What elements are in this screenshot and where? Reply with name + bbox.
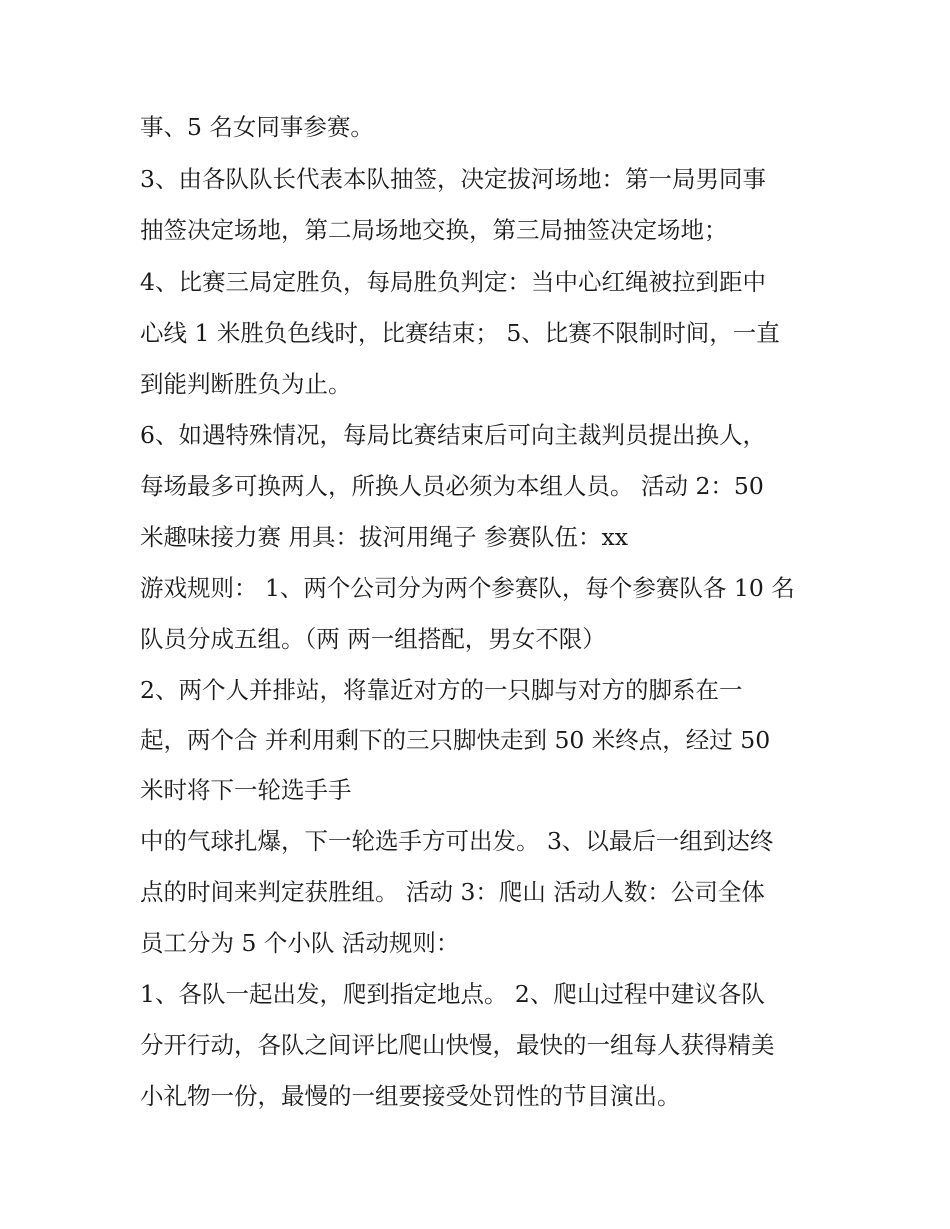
text-line: 抽签决定场地，第二局场地交换，第三局抽签决定场地；	[140, 216, 728, 244]
text-line: 心线 1 米胜负色线时，比赛结束； 5、比赛不限制时间，一直	[140, 319, 780, 347]
text-line: 米趣味接力赛 用具：拔河用绳子 参赛队伍：xx	[140, 523, 628, 551]
text-line: 中的气球扎爆，下一轮选手方可出发。 3、以最后一组到达终	[140, 827, 774, 855]
text-line: 3、由各队队长代表本队抽签，决定拔河场地：第一局男同事	[140, 165, 766, 193]
text-line: 4、比赛三局定胜负，每局胜负判定：当中心红绳被拉到距中	[140, 268, 766, 296]
text-line: 米时将下一轮选手手	[140, 776, 352, 804]
text-line: 点的时间来判定获胜组。 活动 3：爬山 活动人数：公司全体	[140, 878, 765, 906]
text-line: 2、两个人并排站，将靠近对方的一只脚与对方的脚系在一	[140, 676, 743, 704]
text-line: 事、5 名女同事参赛。	[140, 113, 374, 141]
text-line: 队员分成五组。（两 两一组搭配，男女不限）	[140, 625, 606, 653]
text-line: 分开行动，各队之间评比爬山快慢，最快的一组每人获得精美	[140, 1031, 775, 1059]
text-line: 每场最多可换两人，所换人员必须为本组人员。 活动 2：50	[140, 472, 764, 500]
text-line: 起，两个合 并利用剩下的三只脚快走到 50 米终点，经过 50	[140, 726, 771, 754]
text-line: 1、各队一起出发，爬到指定地点。 2、爬山过程中建议各队	[140, 980, 765, 1008]
text-line: 员工分为 5 个小队 活动规则：	[140, 929, 460, 957]
text-line: 到能判断胜负为止。	[140, 370, 352, 398]
text-line: 游戏规则： 1、两个公司分为两个参赛队，每个参赛队各 10 名	[140, 574, 795, 602]
text-line: 6、如遇特殊情况，每局比赛结束后可向主裁判员提出换人，	[140, 421, 766, 449]
text-line: 小礼物一份，最慢的一组要接受处罚性的节目演出。	[140, 1082, 681, 1110]
